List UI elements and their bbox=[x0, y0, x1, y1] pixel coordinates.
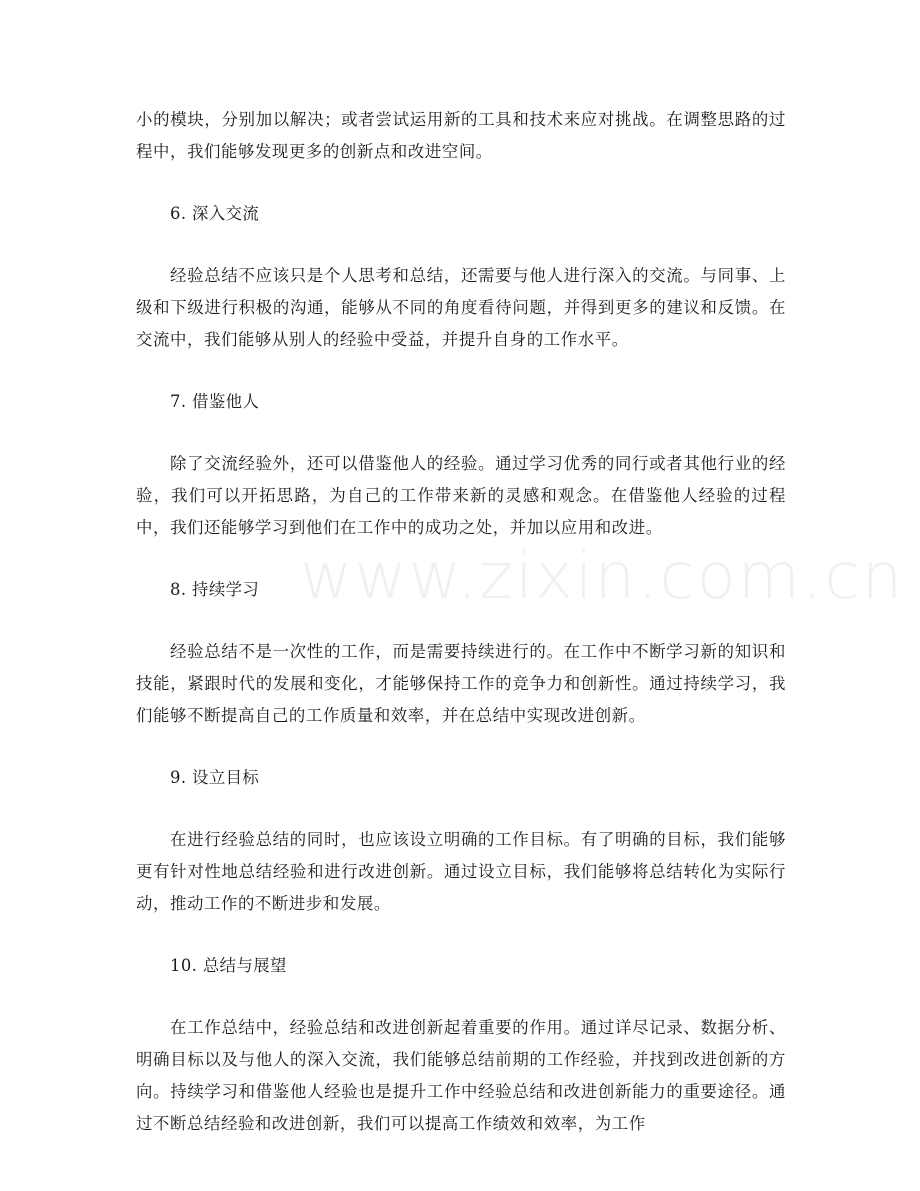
heading-8: 8. 持续学习 bbox=[170, 580, 260, 599]
paragraph-7: 除了交流经验外，还可以借鉴他人的经验。通过学习优秀的同行或者其他行业的经验，我们可以开拓思路，为自己的工作带来新的灵感和观念。在借鉴他人经验的过程中，我们还能够学习到他们在工作中的成功之处，并加以应用和改进。 bbox=[136, 454, 786, 537]
heading-9: 9. 设立目标 bbox=[170, 768, 260, 787]
paragraph-9: 在进行经验总结的同时，也应该设立明确的工作目标。有了明确的目标，我们能够更有针对性地总结经验和进行改进创新。通过设立目标，我们能够将总结转化为实际行动，推动工作的不断进步和发展。 bbox=[136, 830, 786, 913]
heading-6: 6. 深入交流 bbox=[170, 204, 260, 223]
paragraph-6: 经验总结不应该只是个人思考和总结，还需要与他人进行深入的交流。与同事、上级和下级进行积极的沟通，能够从不同的角度看待问题，并得到更多的建议和反馈。在交流中，我们能够从别人的经验中受益，并提升自身的工作水平。 bbox=[136, 266, 786, 349]
paragraph-10: 在工作总结中，经验总结和改进创新起着重要的作用。通过详尽记录、数据分析、明确目标以及与他人的深入交流，我们能够总结前期的工作经验，并找到改进创新的方向。持续学习和借鉴他人经验也是提升工作中经验总结和改进创新能力的重要途径。通过不断总结经验和改进创新，我们可以提高工作绩效和效率，为工作 bbox=[136, 1018, 786, 1133]
heading-10: 10. 总结与展望 bbox=[170, 956, 287, 975]
paragraph-intro-tail: 小的模块，分别加以解决；或者尝试运用新的工具和技术来应对挑战。在调整思路的过程中，我们能够发现更多的创新点和改进空间。 bbox=[136, 110, 786, 161]
paragraph-8: 经验总结不是一次性的工作，而是需要持续进行的。在工作中不断学习新的知识和技能，紧跟时代的发展和变化，才能够保持工作的竞争力和创新性。通过持续学习，我们能够不断提高自己的工作质量和效率，并在总结中实现改进创新。 bbox=[136, 642, 786, 725]
document-body bbox=[136, 104, 786, 1140]
heading-7: 7. 借鉴他人 bbox=[170, 392, 260, 411]
watermark: www.zixin.com.cn bbox=[300, 540, 905, 614]
